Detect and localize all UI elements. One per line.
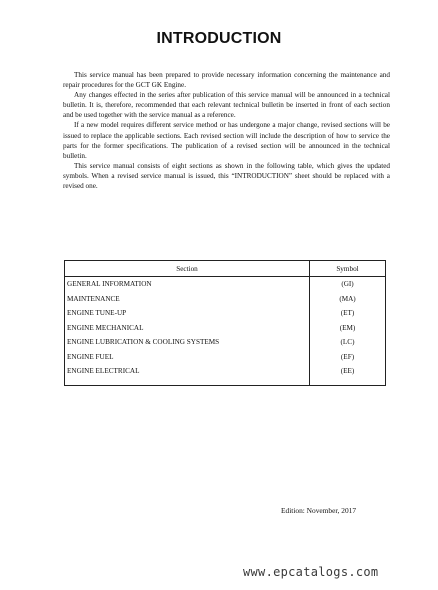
table-row (65, 335, 386, 350)
table-row (65, 321, 386, 336)
table-row (65, 277, 386, 292)
empty-cell (310, 379, 386, 386)
section-name: ENGINE FUEL (65, 350, 310, 365)
section-header: Section (65, 261, 310, 277)
section-symbol: (LC) (310, 335, 386, 350)
intro-body (63, 70, 390, 191)
section-symbol: (EE) (310, 364, 386, 379)
section-name: GENERAL INFORMATION (65, 277, 310, 292)
table-row (65, 364, 386, 379)
section-name: ENGINE LUBRICATION & COOLING SYSTEMS (65, 335, 310, 350)
symbol-header: Symbol (310, 261, 386, 277)
section-name: ENGINE MECHANICAL (65, 321, 310, 336)
table-row (65, 292, 386, 307)
paragraph-4: This service manual consists of eight sections as shown in the following table, which gives the updated symbols. When a revised service manual is issued, this “INTRODUCTION” sheet should be replaced with a revised one. (63, 161, 390, 191)
paragraph-2: Any changes effected in the series after publication of this service manual will be announced in a technical bulletin. It is, therefore, recommended that each relevant technical bulletin be inserted in front of each section and be used together with the service manual as a reference. (63, 91, 390, 120)
table-header-row (65, 261, 386, 277)
section-name: ENGINE TUNE-UP (65, 306, 310, 321)
section-symbol: (ET) (310, 306, 386, 321)
section-symbol: (GI) (310, 277, 386, 292)
table-row-empty (65, 379, 386, 386)
table-row (65, 350, 386, 365)
empty-cell (65, 379, 310, 386)
table-row (65, 306, 386, 321)
section-name: ENGINE ELECTRICAL (65, 364, 310, 379)
section-symbol: (EF) (310, 350, 386, 365)
paragraph-1: This service manual has been prepared to provide necessary information concerning the maintenance and repair procedures for the GCT GK Engine. (63, 71, 390, 90)
edition-date: Edition: November, 2017 (281, 506, 357, 515)
sections-table (64, 260, 386, 386)
paragraph-3: If a new model requires different service method or has undergone a major change, revised sections will be issued to replace the applicable sections. Each revised section will include the description of how to service the parts for the former specifications. The publication of a revised section will be announced in the technical bulletin. (63, 121, 390, 160)
section-symbol: (EM) (310, 321, 386, 336)
page-title: INTRODUCTION (156, 30, 282, 47)
watermark: www.epcatalogs.com (243, 565, 379, 579)
section-symbol: (MA) (310, 292, 386, 307)
section-name: MAINTENANCE (65, 292, 310, 307)
